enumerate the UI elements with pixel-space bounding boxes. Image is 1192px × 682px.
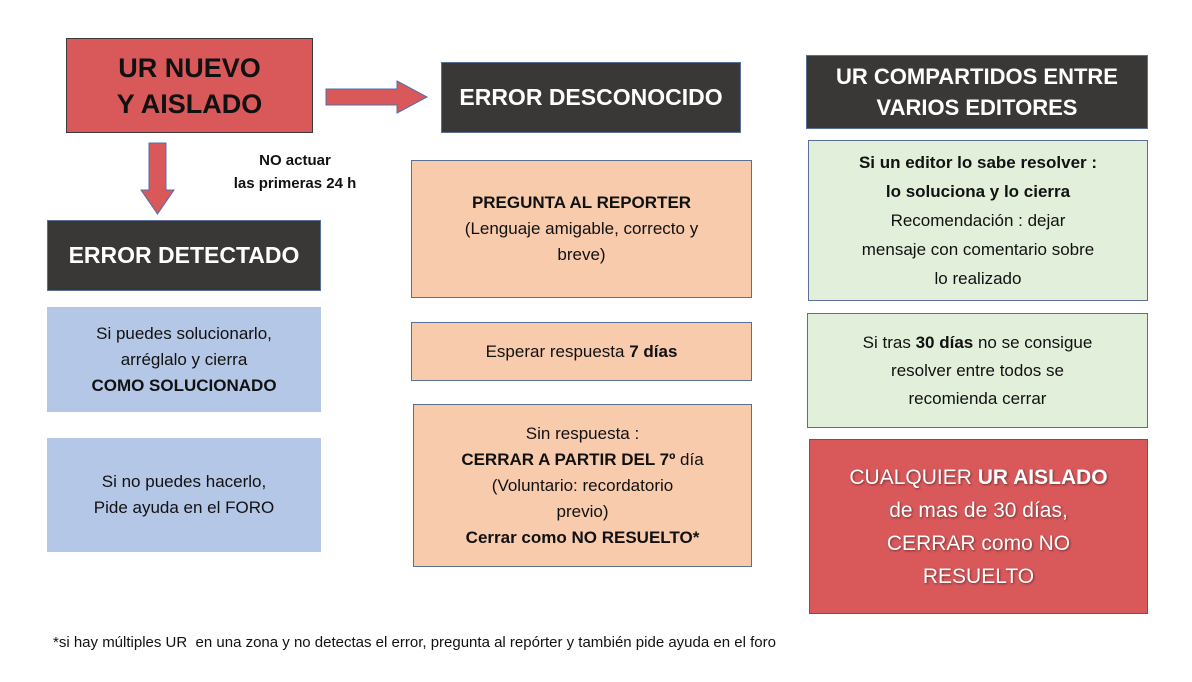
error-desconocido-title: ERROR DESCONOCIDO xyxy=(459,84,723,110)
ur-nuevo-aislado-box xyxy=(66,38,313,133)
ask-line-2: (Lenguaje amigable, correcto y xyxy=(464,219,699,238)
start-line-1: UR NUEVO xyxy=(118,52,261,83)
any-line-2: de mas de 30 días, xyxy=(889,498,1068,522)
wait-box xyxy=(411,322,752,381)
ask-reporter-box xyxy=(411,160,752,298)
thirty-line-3: recomienda cerrar xyxy=(908,388,1047,408)
any-bold: UR AISLADO xyxy=(977,465,1108,489)
fix-box xyxy=(47,307,321,412)
fix-line-1: Si puedes solucionarlo, xyxy=(96,323,272,343)
arrow-note xyxy=(215,146,375,198)
ask-line-3: breve) xyxy=(557,245,606,264)
any-line-4: RESUELTO xyxy=(922,564,1035,588)
help-line-1: Si no puedes hacerlo, xyxy=(101,472,267,491)
wait-days: 7 días xyxy=(629,341,678,361)
fix-line-3: COMO SOLUCIONADO xyxy=(91,375,277,395)
wait-text: Esperar respuesta xyxy=(485,341,630,361)
arrow-note-line-2: las primeras 24 h xyxy=(233,175,357,192)
arrow-note-line-1: NO actuar xyxy=(259,152,331,169)
solve-line-2: lo soluciona y lo cierra xyxy=(885,182,1071,201)
close-line-4: previo) xyxy=(556,501,609,521)
close-line-2-bold: CERRAR A PARTIR DEL 7º xyxy=(461,449,676,469)
solve-line-1: Si un editor lo sabe resolver : xyxy=(858,153,1098,172)
shared-line-1: UR COMPARTIDOS ENTRE xyxy=(836,64,1118,89)
close-line-5: Cerrar como NO RESUELTO* xyxy=(465,527,700,547)
close-box xyxy=(413,404,752,567)
arrow-right-icon xyxy=(325,80,429,114)
help-box xyxy=(47,438,321,552)
thirty-line-1 xyxy=(863,329,1093,357)
any-isolated-box xyxy=(809,439,1148,614)
arrow-down-icon xyxy=(141,142,175,216)
footnote: *si hay múltiples UR en una zona y no detectas el error, pregunta al repórter y también pide ayuda en el foro xyxy=(53,634,776,651)
error-desconocido-header xyxy=(441,62,741,133)
wait-line xyxy=(486,342,678,362)
error-detectado-header xyxy=(47,220,321,291)
thirty-pre: Si tras xyxy=(862,332,916,352)
help-line-2: Pide ayuda en el FORO xyxy=(93,498,275,517)
solve-line-5: lo realizado xyxy=(934,269,1022,288)
solve-line-3: Recomendación : dejar xyxy=(890,211,1066,230)
thirty-line-2: resolver entre todos se xyxy=(891,360,1064,380)
thirty-days-box xyxy=(807,313,1148,428)
close-line-1: Sin respuesta : xyxy=(525,423,640,443)
close-line-2 xyxy=(461,447,703,473)
start-line-2: Y AISLADO xyxy=(116,88,263,119)
ask-line-1: PREGUNTA AL REPORTER xyxy=(471,193,692,212)
fix-line-2: arréglalo y cierra xyxy=(120,349,248,369)
thirty-post: no se consigue xyxy=(973,332,1093,352)
any-line-1 xyxy=(849,461,1107,494)
error-detectado-title: ERROR DETECTADO xyxy=(68,242,300,268)
any-pre: CUALQUIER xyxy=(849,465,978,489)
any-line-3: CERRAR como NO xyxy=(886,531,1071,555)
close-line-3: (Voluntario: recordatorio xyxy=(491,475,674,495)
ur-compartidos-header xyxy=(806,55,1148,129)
close-line-2-rest: día xyxy=(675,449,704,469)
solve-box xyxy=(808,140,1148,301)
thirty-bold: 30 días xyxy=(915,332,974,352)
solve-line-4: mensaje con comentario sobre xyxy=(861,240,1095,259)
shared-line-2: VARIOS EDITORES xyxy=(876,95,1078,120)
